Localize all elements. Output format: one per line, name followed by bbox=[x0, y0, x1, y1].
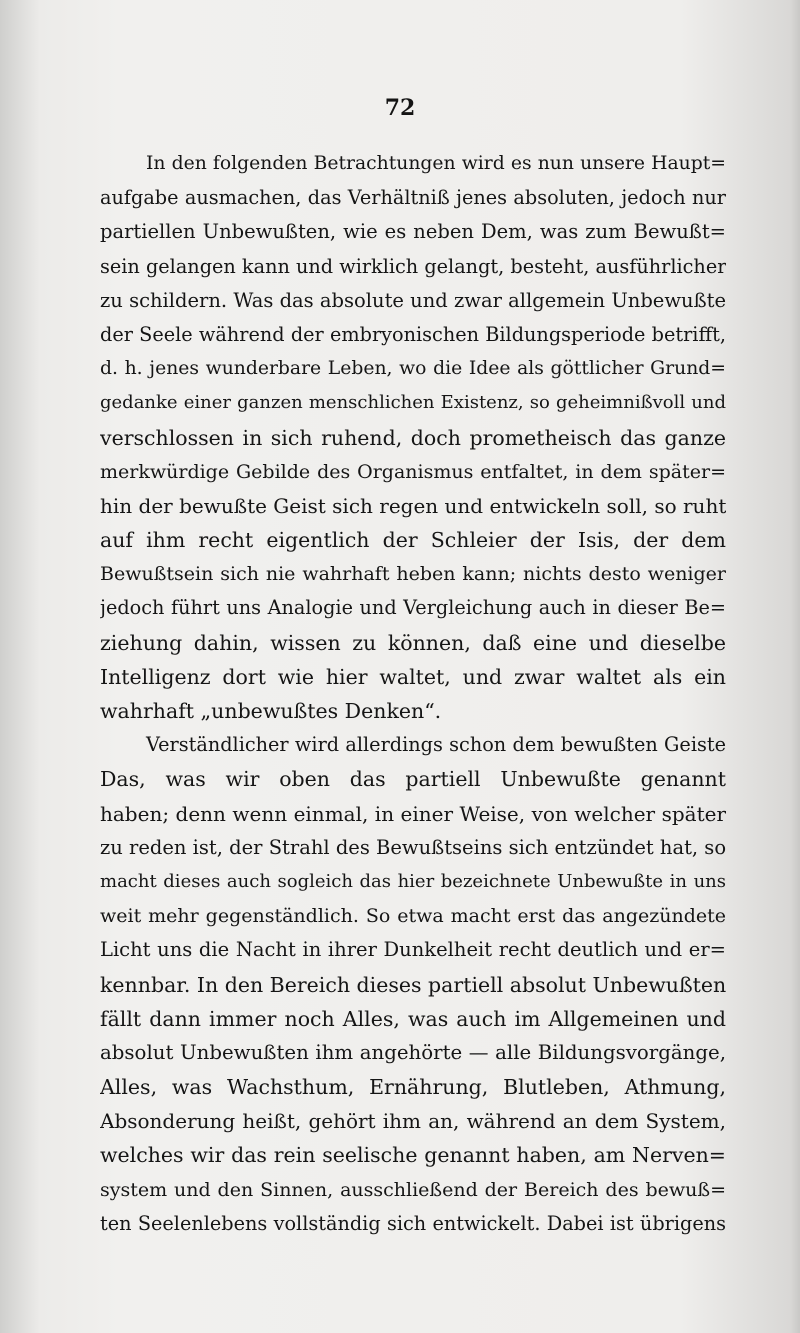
text-line: weit mehr gegenständlich. So etwa macht erst das angezündete bbox=[100, 905, 726, 928]
text-line: partiellen Unbewußten, wie es neben Dem, was zum Bewußt= bbox=[100, 220, 726, 244]
text-line: In den folgenden Betrachtungen wird es nun unsere Haupt= bbox=[146, 153, 726, 174]
text-line: Intelligenz dort wie hier waltet, und zwar waltet als ein bbox=[100, 664, 726, 689]
text-line: Bewußtsein sich nie wahrhaft heben kann; nichts desto weniger bbox=[100, 563, 726, 586]
text-line: auf ihm recht eigentlich der Schleier der Isis, der dem bbox=[100, 528, 726, 553]
text-line: haben; denn wenn einmal, in einer Weise, von welcher später bbox=[100, 801, 726, 826]
text-line: merkwürdige Gebilde des Organismus entfaltet, in dem später= bbox=[100, 460, 726, 483]
text-line: ziehung dahin, wissen zu können, daß eine und dieselbe bbox=[100, 630, 726, 655]
page-number: 72 bbox=[384, 95, 416, 121]
text-line: wahrhaft „unbewußtes Denken“. bbox=[100, 699, 442, 723]
text-line: absolut Unbewußten ihm angehörte — alle Bildungsvorgänge, bbox=[100, 1040, 726, 1064]
text-line: kennbar. In den Bereich dieses partiell absolut Unbewußten bbox=[100, 972, 726, 997]
text-line: Licht uns die Nacht in ihrer Dunkelheit recht deutlich und er= bbox=[100, 938, 726, 962]
text-line: macht dieses auch sogleich das hier bezeichnete Unbewußte in uns bbox=[100, 870, 726, 892]
text-line: ten Seelenlebens vollständig sich entwickelt. Dabei ist übrigens bbox=[100, 1211, 726, 1235]
text-line: fällt dann immer noch Alles, was auch im Allgemeinen und bbox=[100, 1006, 726, 1031]
text-line: hin der bewußte Geist sich regen und entwickeln soll, so ruht bbox=[100, 493, 726, 518]
text-line: zu reden ist, der Strahl des Bewußtseins sich entzündet hat, so bbox=[100, 835, 726, 859]
text-line: zu schildern. Was das absolute und zwar allgemein Unbewußte bbox=[100, 288, 726, 312]
text-line: Alles, was Wachsthum, Ernährung, Blutleben, Athmung, bbox=[100, 1075, 726, 1100]
text-line: welches wir das rein seelische genannt haben, am Nerven= bbox=[100, 1143, 726, 1168]
body-text bbox=[100, 147, 726, 1241]
text-line: sein gelangen kann und wirklich gelangt, besteht, ausführlicher bbox=[100, 254, 726, 278]
text-line: jedoch führt uns Analogie und Vergleichung auch in dieser Be= bbox=[100, 596, 726, 620]
text-line: gedanke einer ganzen menschlichen Existenz, so geheimnißvoll und bbox=[100, 392, 726, 414]
text-line: Das, was wir oben das partiell Unbewußte genannt bbox=[100, 767, 726, 792]
text-line: d. h. jenes wunderbare Leben, wo die Idee als göttlicher Grund= bbox=[100, 358, 726, 380]
text-line: verschlossen in sich ruhend, doch prometheisch das ganze bbox=[100, 425, 726, 450]
text-line: Verständlicher wird allerdings schon dem bewußten Geiste bbox=[146, 733, 726, 757]
text-line: system und den Sinnen, ausschließend der Bereich des bewuß= bbox=[100, 1178, 726, 1201]
text-line: aufgabe ausmachen, das Verhältniß jenes absoluten, jedoch nur bbox=[100, 186, 726, 210]
text-line: der Seele während der embryonischen Bildungsperiode betrifft, bbox=[100, 322, 726, 346]
text-line: Absonderung heißt, gehört ihm an, während an dem System, bbox=[100, 1109, 726, 1134]
